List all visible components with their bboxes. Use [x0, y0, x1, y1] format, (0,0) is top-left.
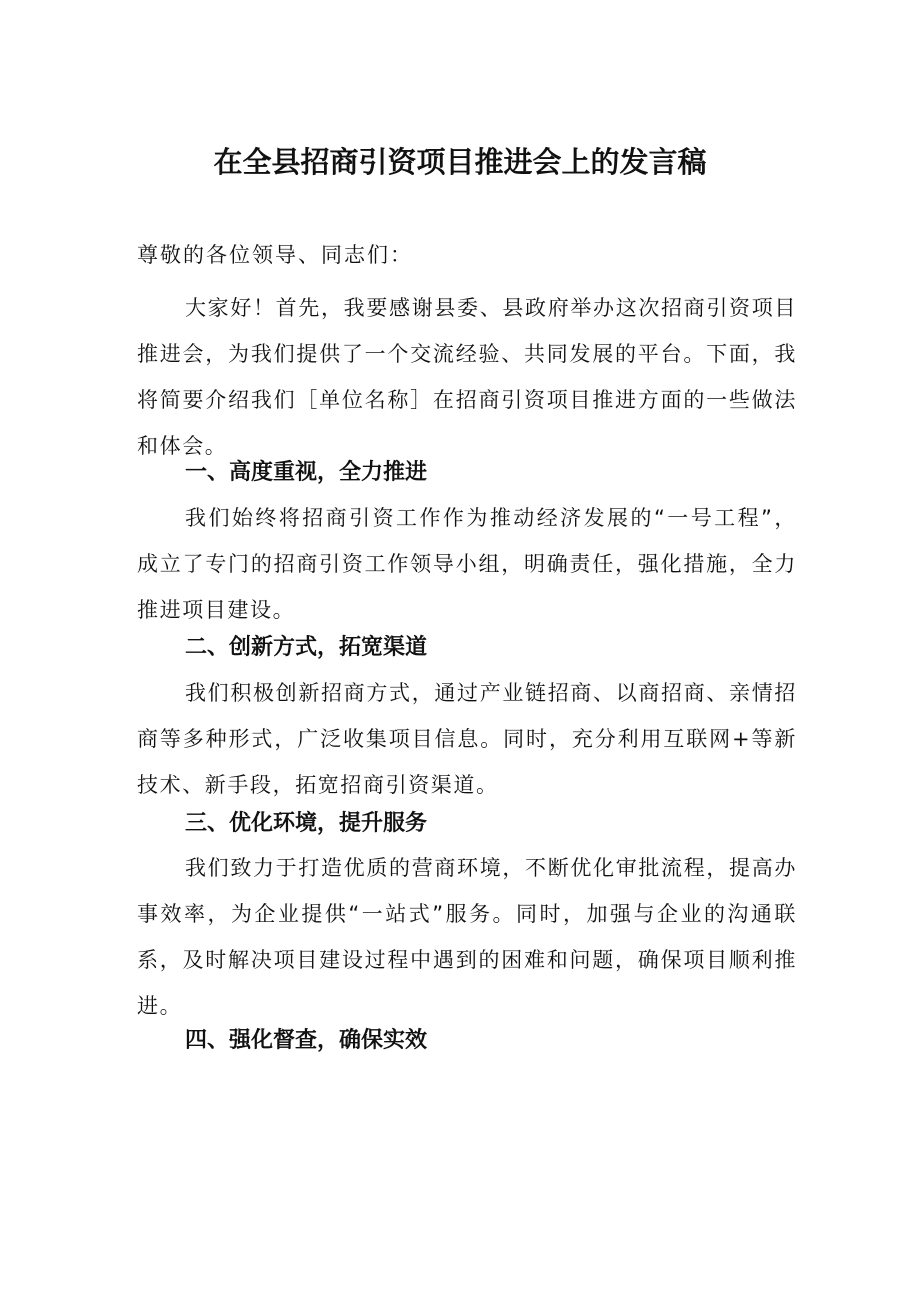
document-title: 在全县招商引资项目推进会上的发言稿 — [213, 145, 707, 179]
section-body-3: 我们致力于打造优质的营商环境，不断优化审批流程，提高办事效率，为企业提供“一站式”服务。同时，加强与企业的沟通联系，及时解决项目建设过程中遇到的困难和问题，确保项目顺利推进。 — [137, 856, 797, 1018]
section-heading-3: 三、优化环境，提升服务 — [185, 811, 428, 836]
section-heading-2: 二、创新方式，拓宽渠道 — [185, 635, 428, 660]
salutation: 尊敬的各位领导、同志们： — [137, 243, 413, 267]
section-heading-1: 一、高度重视，全力推进 — [185, 460, 428, 485]
section-body-1: 我们始终将招商引资工作作为推动经济发展的“一号工程”，成立了专门的招商引资工作领导小组，明确责任，强化措施，全力推进项目建设。 — [137, 506, 797, 622]
intro-paragraph: 大家好！首先，我要感谢县委、县政府举办这次招商引资项目推进会，为我们提供了一个交流经验、共同发展的平台。下面，我将简要介绍我们［单位名称］在招商引资项目推进方面的一些做法和体会。 — [137, 296, 797, 458]
section-body-2: 我们积极创新招商方式，通过产业链招商、以商招商、亲情招商等多种形式，广泛收集项目信息。同时，充分利用互联网+等新技术、新手段，拓宽招商引资渠道。 — [137, 681, 797, 797]
section-heading-4: 四、强化督查，确保实效 — [185, 1028, 428, 1053]
